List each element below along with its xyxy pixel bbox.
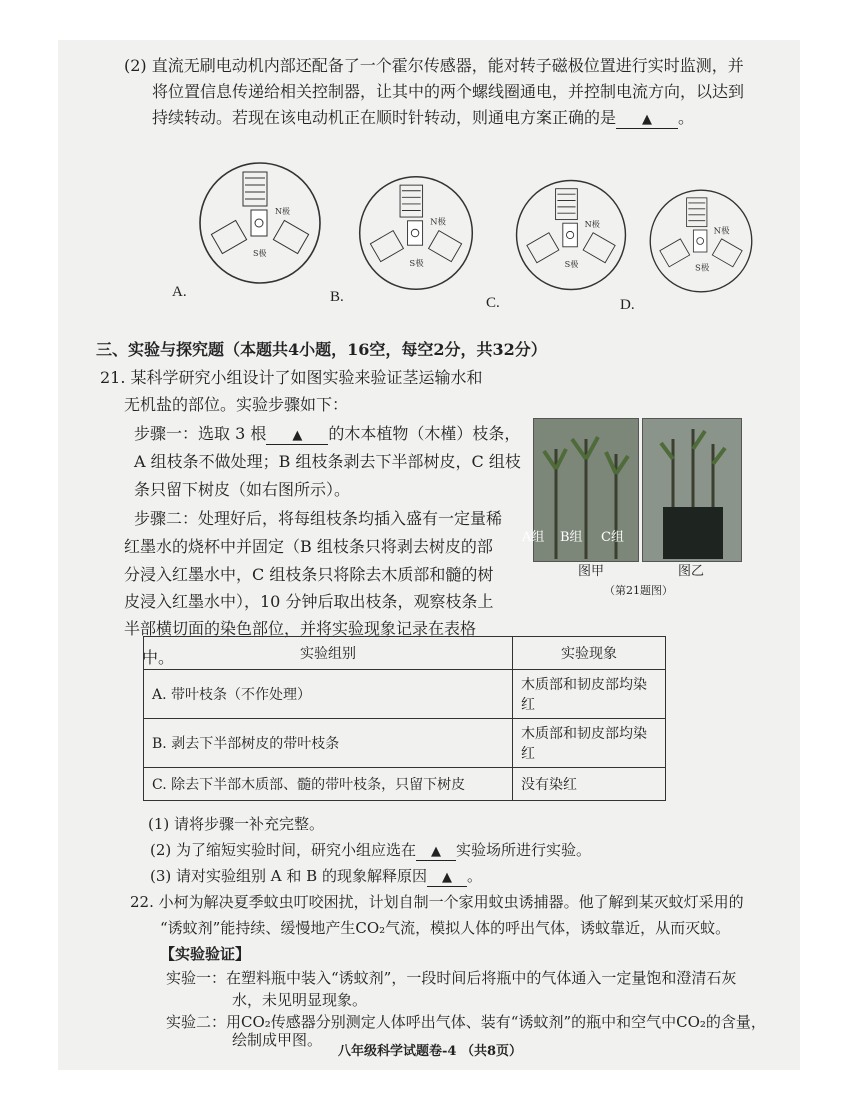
motor-diagram-b (355, 172, 477, 294)
table-header: 实验组别 (144, 637, 513, 670)
q21-sub3: (3) 请对实验组别 A 和 B 的现象解释原因 ▲ 。 (150, 867, 482, 885)
option-b[interactable]: B. (330, 289, 344, 305)
q21-line9: 皮浸入红墨水中），10 分钟后取出枝条，观察枝条上 (124, 592, 494, 611)
q21-line1: 21. 某科学研究小组设计了如图实验来验证茎运输水和 (100, 368, 483, 387)
answer-blank[interactable]: ▲ (266, 428, 328, 445)
table-cell: C. 除去下半部木质部、髓的带叶枝条，只留下树皮 (144, 768, 513, 801)
q21-line4: A 组枝条不做处理；B 组枝条剥去下半部树皮，C 组枝 (134, 452, 521, 471)
q21-sub2: (2) 为了缩短实验时间，研究小组应选在 ▲ 实验场所进行实验。 (150, 841, 592, 859)
q20-line2: 将位置信息传递给相关控制器，让其中的两个螺线圈通电，并控制电流方向，以达到 (152, 82, 745, 101)
answer-blank[interactable]: ▲ (416, 844, 456, 861)
option-d[interactable]: D. (620, 297, 635, 313)
svg-text:S极: S极 (409, 257, 424, 268)
svg-text:S极: S极 (695, 262, 710, 273)
table-cell: A. 带叶枝条（不作处理） (144, 670, 513, 719)
q22-line5: 水，未见明显现象。 (232, 991, 368, 1009)
q21-line5: 条只留下树皮（如右图所示）。 (134, 480, 351, 499)
q22-line4: 实验一：在塑料瓶中装入“诱蚊剂”，一段时间后将瓶中的气体通入一定量饱和澄清石灰 (166, 969, 737, 987)
q22-line1: 22. 小柯为解决夏季蚊虫叮咬困扰，计划自制一个家用蚊虫诱捕器。他了解到某灭蚊灯采用的 (130, 893, 744, 911)
label-c: C组 (601, 530, 624, 545)
q22-line3: 【实验验证】 (160, 945, 251, 963)
q21-line6: 步骤二：处理好后，将每组枝条均插入盛有一定量稀 (134, 509, 503, 528)
svg-text:S极: S极 (253, 249, 267, 258)
option-c[interactable]: C. (486, 295, 500, 311)
table-cell: B. 剥去下半部树皮的带叶枝条 (144, 719, 513, 768)
answer-blank[interactable]: ▲ (427, 870, 467, 887)
results-table (143, 636, 666, 801)
table-row (144, 768, 666, 801)
q22-line6: 实验二：用CO₂传感器分别测定人体呼出气体、装有“诱蚊剂”的瓶中和空气中CO₂的含量， (166, 1013, 766, 1031)
caption-yi: 图乙 (678, 564, 705, 579)
q21-line11: 中。 (142, 648, 175, 667)
beaker-image (643, 419, 741, 561)
svg-text:N极: N极 (275, 207, 290, 216)
table-cell: 没有染红 (513, 768, 666, 801)
q22-line2: “诱蚊剂”能持续、缓慢地产生CO₂气流，模拟人体的呼出气体，诱蚊靠近，从而灭蚊。 (160, 919, 731, 937)
page-footer: 八年级科学试题卷-4 （共8页） (337, 1044, 522, 1059)
svg-text:S极: S极 (564, 258, 579, 269)
table-row (144, 719, 666, 768)
q20-line1: (2) 直流无刷电动机内部还配备了一个霍尔传感器，能对转子磁极位置进行实时监测，并 (124, 56, 744, 75)
caption-jia: 图甲 (578, 564, 605, 579)
svg-text:N极: N极 (584, 218, 600, 229)
q22-line7: 绘制成甲图。 (232, 1031, 323, 1049)
label-a: A组 (522, 530, 545, 545)
answer-blank[interactable]: ▲ (616, 112, 678, 129)
table-row (144, 670, 666, 719)
figure-caption: （第21题图） (604, 584, 673, 597)
q21-line8: 分浸入红墨水中，C 组枝条只将除去木质部和髓的树 (124, 565, 494, 584)
q20-line3-text: 持续转动。若现在该电动机正在顺时针转动，则通电方案正确的是 (152, 108, 617, 127)
table-cell: 木质部和韧皮部均染红 (513, 670, 666, 719)
section-title: 三、实验与探究题（本题共4小题，16空，每空2分，共32分） (96, 340, 547, 359)
motor-diagram-d (646, 186, 756, 296)
table-header: 实验现象 (513, 637, 666, 670)
q21-line3: 步骤一：选取 3 根 ▲ 的木本植物（木槿）枝条， (134, 424, 521, 443)
option-a[interactable]: A. (172, 284, 187, 300)
photo-yi (642, 418, 742, 562)
table-header-row (144, 637, 666, 670)
q21-sub1: (1) 请将步骤一补充完整。 (148, 815, 325, 833)
svg-text:N极: N极 (430, 216, 446, 227)
q21-line2: 无机盐的部位。实验步骤如下： (124, 395, 349, 414)
q21-line7: 红墨水的烧杯中并固定（B 组枝条只将剥去树皮的部 (124, 537, 493, 556)
q20-line3: 持续转动。若现在该电动机正在顺时针转动，则通电方案正确的是 ▲ 。 (152, 108, 695, 127)
motor-diagram-c (512, 176, 630, 294)
q21-line10: 半部横切面的染色部位，并将实验现象记录在表格 (124, 619, 477, 638)
motor-diagram-a (195, 158, 325, 288)
table-cell: 木质部和韧皮部均染红 (513, 719, 666, 768)
svg-text:N极: N极 (713, 225, 730, 236)
label-b: B组 (560, 530, 583, 545)
